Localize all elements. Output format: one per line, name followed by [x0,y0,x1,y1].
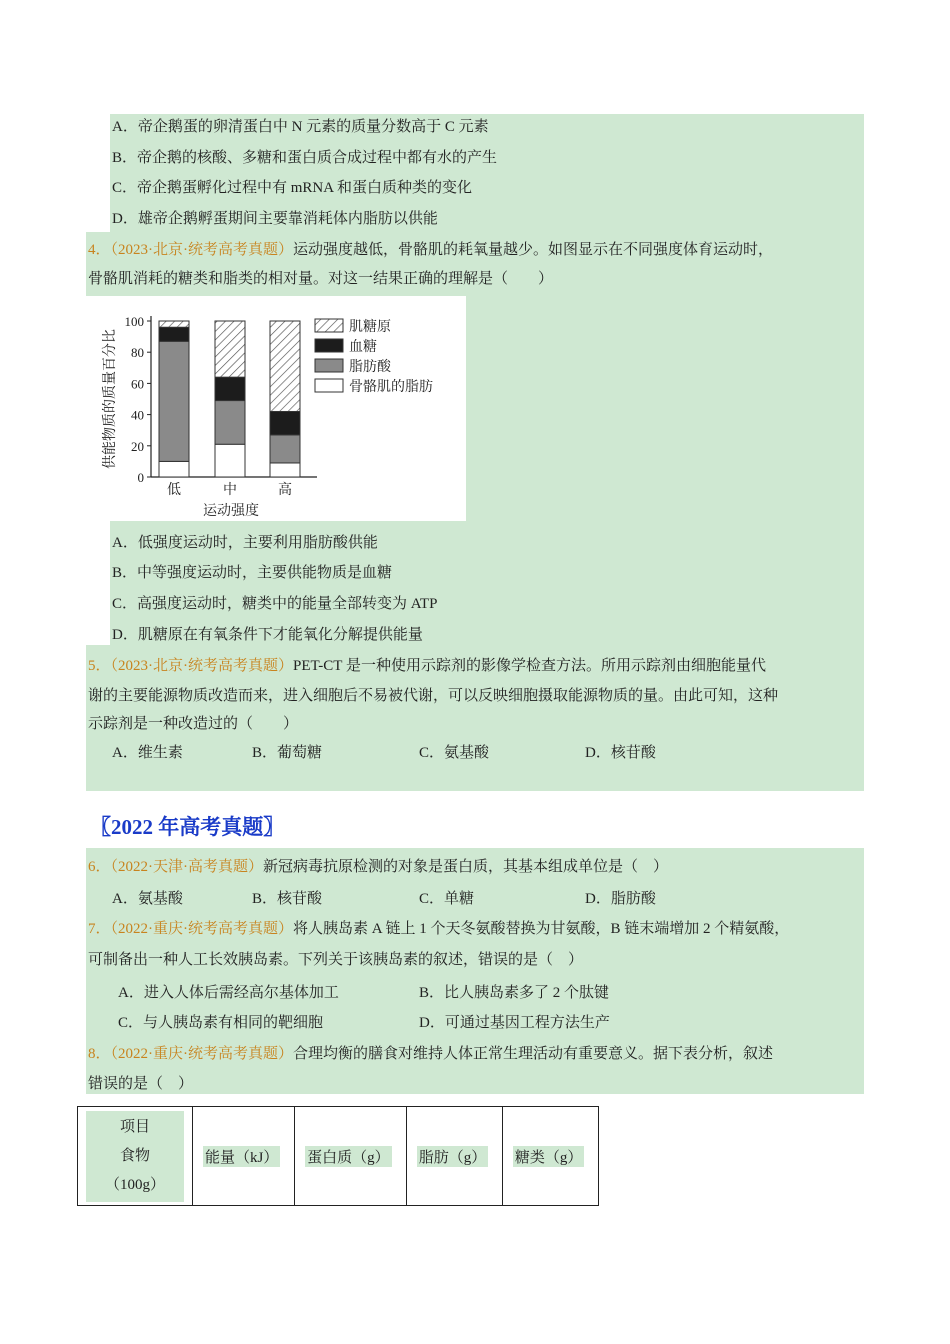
q5-stem-line2: 谢的主要能源物质改造而来，进入细胞后不易被代谢，可以反映细胞摄取能源物质的量。由此可知，这种 [88,688,779,704]
chart-bar-segment [270,321,300,411]
q3-option-c: C．帝企鹅蛋孵化过程中有 mRNA 和蛋白质种类的变化 [112,180,473,196]
q6-stem-line [88,857,668,877]
q8-stem-line1 [88,1044,773,1064]
q4-number: 4． [88,242,111,258]
chart-legend-swatch [315,359,343,372]
corner-line-unit: （100g） [104,1176,165,1193]
chart-y-tick-label: 100 [124,314,144,329]
chart-legend-label: 骨骼肌的脂肪 [349,380,433,395]
chart-x-tick-label: 高 [278,483,292,498]
q5-option-a: A．维生素 [112,745,183,761]
q3-option-a: A．帝企鹅蛋的卵清蛋白中 N 元素的质量分数高于 C 元素 [112,119,489,135]
q7-stem-line1 [88,919,789,939]
q4-stem-text1: 运动强度越低，骨骼肌的耗氧量越少。如图显示在不同强度体育运动时， [293,242,774,258]
q3-option-b: B．帝企鹅的核酸、多糖和蛋白质合成过程中都有水的产生 [112,150,498,166]
table-corner-cell [78,1107,193,1206]
q6-source: （2022·天津·高考真题） [110,859,264,875]
chart-bar-segment [270,411,300,434]
chart-bar-segment [215,377,245,400]
q6-number: 6． [88,859,111,875]
chart-bar-segment [270,435,300,463]
chart-y-tick-label: 0 [137,470,144,485]
chart-y-axis-label: 供能物质的质量百分比 [103,329,118,469]
chart-x-tick-label: 中 [223,483,237,498]
chart-bar-segment [215,321,245,377]
food-nutrition-table [77,1106,599,1206]
q6-option-b: B．核苷酸 [252,891,323,907]
corner-line-item: 项目 [119,1118,150,1135]
q7-option-c: C．与人胰岛素有相同的靶细胞 [118,1015,324,1031]
chart-y-tick-label: 60 [131,376,144,392]
chart-legend-label: 血糖 [349,340,377,355]
chart-legend-swatch [315,379,343,392]
header-carbs: 糖类（g） [502,1107,598,1206]
q4-stem-line2: 骨骼肌消耗的糖类和脂类的相对量。对这一结果正确的理解是（ ） [88,271,554,287]
header-energy: 能量（kJ） [193,1107,295,1206]
chart-x-axis-label: 运动强度 [203,504,259,519]
q8-stem-line2: 错误的是（ ） [88,1076,194,1092]
table-header-row [78,1107,599,1206]
q6-option-d: D．脂肪酸 [585,891,656,907]
chart-legend-label: 肌糖原 [349,320,391,335]
corner-line-food: 食物 [119,1147,150,1164]
q5-option-b: B．葡萄糖 [252,745,323,761]
q5-number: 5． [88,658,111,674]
q5-source: （2023·北京·统考高考真题） [110,658,294,674]
q8-number: 8． [88,1046,111,1062]
chart-bar-segment [159,327,189,341]
q7-number: 7． [88,921,111,937]
q7-option-d: D．可通过基因工程方法生产 [419,1015,610,1031]
q4-stem-line1 [88,240,773,260]
chart-x-tick-label: 低 [167,483,181,498]
q7-option-a: A．进入人体后需经高尔基体加工 [118,985,339,1001]
q4-source: （2023·北京·统考高考真题） [110,242,294,258]
chart-bar-segment [159,341,189,461]
stacked-bar-chart [89,296,466,521]
q8-source: （2022·重庆·统考高考真题） [110,1046,294,1062]
q4-option-a: A．低强度运动时，主要利用脂肪酸供能 [112,535,378,551]
q4-option-d: D．肌糖原在有氧条件下才能氧化分解提供能量 [112,627,423,643]
q8-stem-text1: 合理均衡的膳食对维持人体正常生理活动有重要意义。据下表分析，叙述 [293,1046,774,1062]
q5-stem-line3: 示踪剂是一种改造过的（ ） [88,716,299,732]
q6-option-c: C．单糖 [419,891,475,907]
q5-stem-line1 [88,656,766,676]
header-protein: 蛋白质（g） [295,1107,407,1206]
chart-y-tick-label: 20 [131,438,144,454]
chart-legend-swatch [315,339,343,352]
chart-bar-segment [159,461,189,477]
chart-legend-label: 脂肪酸 [349,360,391,375]
q5-option-d: D．核苷酸 [585,745,656,761]
q3-option-d: D．雄帝企鹅孵蛋期间主要靠消耗体内脂肪以供能 [112,211,438,227]
chart-bar-segment [270,463,300,477]
q7-stem-line2: 可制备出一种人工长效胰岛素。下列关于该胰岛素的叙述，错误的是（ ） [88,952,584,968]
highlight-block-chart-side [466,296,864,521]
chart-y-tick-label: 80 [131,345,144,361]
q7-source: （2022·重庆·统考高考真题） [110,921,294,937]
chart-legend-swatch [315,319,343,332]
header-fat: 脂肪（g） [406,1107,502,1206]
q7-stem-text1: 将人胰岛素 A 链上 1 个天冬氨酸替换为甘氨酸，B 链末端增加 2 个精氨酸， [293,921,790,937]
q4-option-b: B．中等强度运动时，主要供能物质是血糖 [112,565,393,581]
q6-stem-text: 新冠病毒抗原检测的对象是蛋白质，其基本组成单位是（ ） [263,859,669,875]
q5-option-c: C．氨基酸 [419,745,490,761]
q4-option-c: C．高强度运动时，糖类中的能量全部转变为 ATP [112,596,438,612]
chart-y-tick-label: 40 [131,407,144,423]
q7-option-b: B．比人胰岛素多了 2 个肽键 [419,985,610,1001]
section-heading: 〖2022 年高考真题〗 [90,815,285,839]
chart-bar-segment [215,401,245,445]
q5-stem-text1: PET-CT 是一种使用示踪剂的影像学检查方法。所用示踪剂由细胞能量代 [293,658,766,674]
q6-option-a: A．氨基酸 [112,891,183,907]
chart-svg [89,296,466,521]
chart-bar-segment [215,444,245,477]
chart-bar-segment [159,321,189,327]
